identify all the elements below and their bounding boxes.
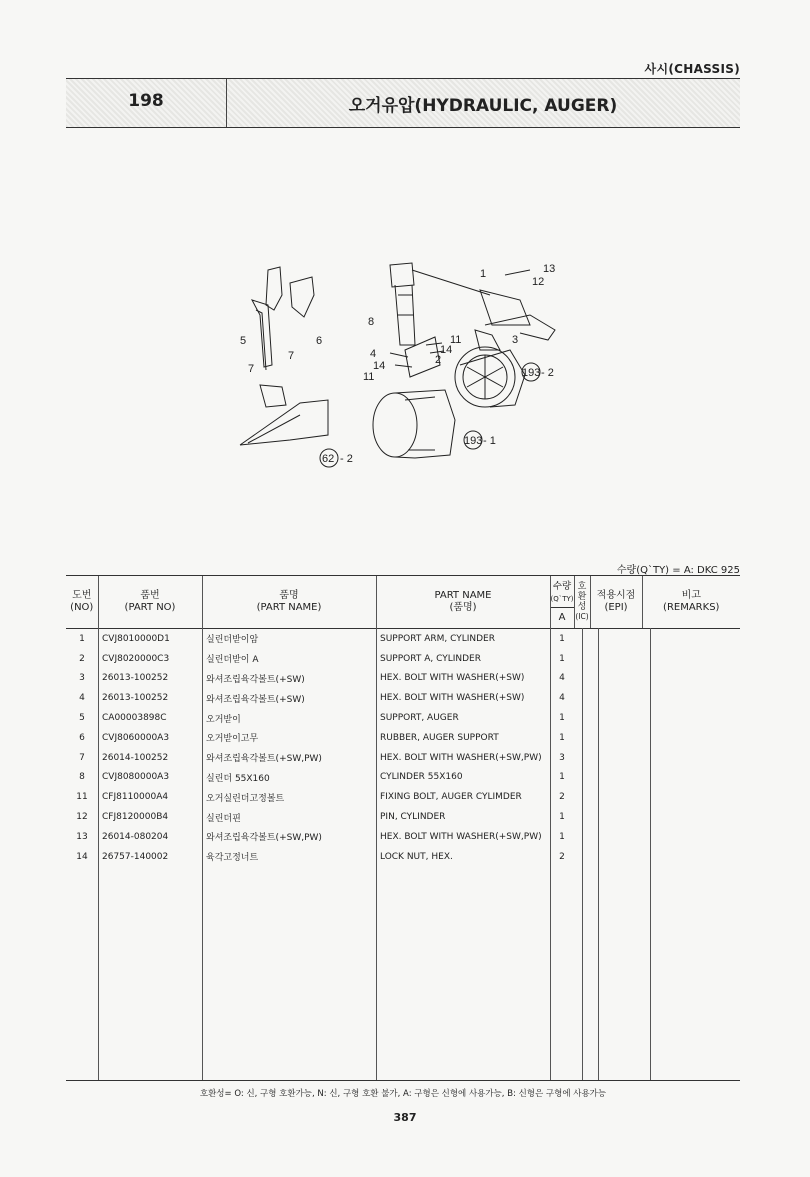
cell-part-name-en: SUPPORT ARM, CYLINDER [380,633,495,644]
cell-part-name-en: SUPPORT, AUGER [380,713,459,724]
cell-qty: 4 [559,673,565,684]
cell-part-name-en: LOCK NUT, HEX. [380,851,453,862]
cell-part-name-ko: 실린더받이 A [206,655,259,666]
ref-suffix: - 2 [340,453,353,465]
quantity-note: 수량(Q`TY) = A: DKC 925 [616,565,740,576]
header-part-name-en: PART NAME (품명) [376,576,550,629]
cell-part-name-en: HEX. BOLT WITH WASHER(+SW) [380,693,525,704]
cell-part-no: 26013-100252 [102,693,169,704]
table-row [66,827,740,847]
header-part-no: 품번 (PART NO) [98,576,202,629]
cell-part-name-ko: 오거받이 [206,714,241,725]
header-qty-sub: (Q`TY) [550,594,574,603]
parts-table [66,575,740,867]
cell-no: 6 [79,732,85,743]
section-title: 사시(CHASSIS) [644,62,740,76]
cell-part-no: CVJ8010000D1 [102,633,170,644]
compatibility-footnote: 호환성= O: 신, 구형 호환가능, N: 신, 구형 호환 불가, A: 구형은 신형에 사용가능, B: 신형은 구형에 사용가능 [199,1089,607,1099]
cell-qty: 1 [559,812,565,823]
cell-part-name-ko: 실린더 55X160 [206,773,270,784]
page-number: 387 [393,1111,417,1124]
callout-label: 14 [373,360,386,372]
table-row [66,669,740,689]
cell-part-name-en: CYLINDER 55X160 [380,772,463,783]
header-remarks: 비고 (REMARKS) [642,576,740,629]
cell-part-name-en: HEX. BOLT WITH WASHER(+SW) [380,673,525,684]
cell-no: 3 [79,673,85,684]
cell-no: 2 [79,653,85,664]
callout-label: 1 [480,268,487,280]
header-qty [550,576,574,608]
cell-part-no: CFJ8110000A4 [102,792,169,803]
cell-part-no: CVJ8080000A3 [102,772,170,783]
header-epi: 적용시점 (EPI) [590,576,642,629]
callout-label: 2 [435,354,442,366]
cell-qty: 1 [559,653,565,664]
page-title: 오거유압(HYDRAULIC, AUGER) [348,96,618,116]
callout-label: 12 [532,276,545,288]
cell-part-name-ko: 와셔조립육각볼트(+SW,PW) [206,833,322,844]
callout-label: 14 [440,344,453,356]
cell-part-name-ko: 육각고정너트 [206,853,259,864]
cell-part-name-ko: 오거실린더고정볼트 [206,793,285,804]
cell-part-no: CFJ8120000B4 [102,812,169,823]
cell-part-no: CVJ8020000C3 [102,653,170,664]
ref-circle-label: 193 [522,367,541,379]
callout-label: 8 [368,316,375,328]
cell-part-name-ko: 실린더핀 [206,813,241,824]
header-no: 도번 (NO) [66,576,98,629]
cell-part-no: 26014-100252 [102,752,169,763]
ref-suffix: - 1 [483,435,496,447]
cell-part-name-en: RUBBER, AUGER SUPPORT [380,732,499,743]
cell-no: 13 [76,831,88,842]
cell-no: 8 [79,772,85,783]
cell-qty: 1 [559,732,565,743]
cell-part-name-en: HEX. BOLT WITH WASHER(+SW,PW) [380,831,542,842]
header-ic-label: 호환성 [577,582,587,612]
ref-circle-label: 193 [464,435,483,447]
cell-qty: 3 [559,752,565,763]
cell-qty: 4 [559,693,565,704]
header-part-name-ko: 품명 (PART NAME) [202,576,376,629]
cell-part-name-en: PIN, CYLINDER [380,812,446,823]
cell-no: 12 [76,812,88,823]
cell-part-no: 26757-140002 [102,851,169,862]
ref-suffix: - 2 [541,367,554,379]
cell-part-name-en: FIXING BOLT, AUGER CYLIMDER [380,792,522,803]
cell-part-name-ko: 오거받이고무 [206,734,259,745]
callout-label: 3 [512,334,519,346]
callout-label: 11 [450,334,462,346]
cell-no: 5 [79,713,85,724]
header-qty-a: A [550,608,574,629]
header-qty-label: 수량 [552,580,572,592]
cell-part-name-ko: 와셔조립육각볼트(+SW) [206,694,305,705]
table-row [66,708,740,728]
cell-part-name-ko: 와셔조립육각볼트(+SW) [206,674,305,685]
cell-part-name-ko: 와셔조립육각볼트(+SW,PW) [206,754,322,765]
title-bar [66,78,740,128]
cell-no: 14 [76,851,88,862]
cell-part-no: CVJ8060000A3 [102,732,170,743]
cell-part-name-en: HEX. BOLT WITH WASHER(+SW,PW) [380,752,542,763]
table-row [66,807,740,827]
cell-part-no: 26014-080204 [102,831,169,842]
callout-label: 13 [543,263,556,275]
exploded-parts-diagram [230,255,570,475]
table-row [66,728,740,748]
cell-part-name-en: SUPPORT A, CYLINDER [380,653,481,664]
cell-qty: 2 [559,851,565,862]
table-row [66,768,740,788]
cell-part-no: CA00003898C [102,713,167,724]
cell-part-name-ko: 실린더받이암 [206,635,259,646]
cell-qty: 1 [559,713,565,724]
cell-qty: 1 [559,633,565,644]
cell-qty: 2 [559,792,565,803]
cell-part-no: 26013-100252 [102,673,169,684]
table-row [66,649,740,669]
table-row [66,688,740,708]
cell-no: 1 [79,633,85,644]
callout-label: 7 [288,350,295,362]
cell-no: 7 [79,752,85,763]
callout-label: 6 [316,335,323,347]
callout-label: 4 [370,348,377,360]
callout-label: 5 [240,335,247,347]
figure-number: 198 [128,91,164,111]
callout-label: 7 [248,363,255,375]
table-row [66,748,740,768]
cell-no: 4 [79,693,85,704]
table-row [66,629,740,649]
cell-qty: 1 [559,772,565,783]
table-row [66,847,740,867]
cell-no: 11 [76,792,88,803]
table-row [66,787,740,807]
cell-qty: 1 [559,831,565,842]
ref-circle-label: 62 [322,453,335,465]
callout-label: 11 [363,371,375,383]
header-ic-sub: (IC) [575,612,589,621]
header-ic [574,576,590,629]
